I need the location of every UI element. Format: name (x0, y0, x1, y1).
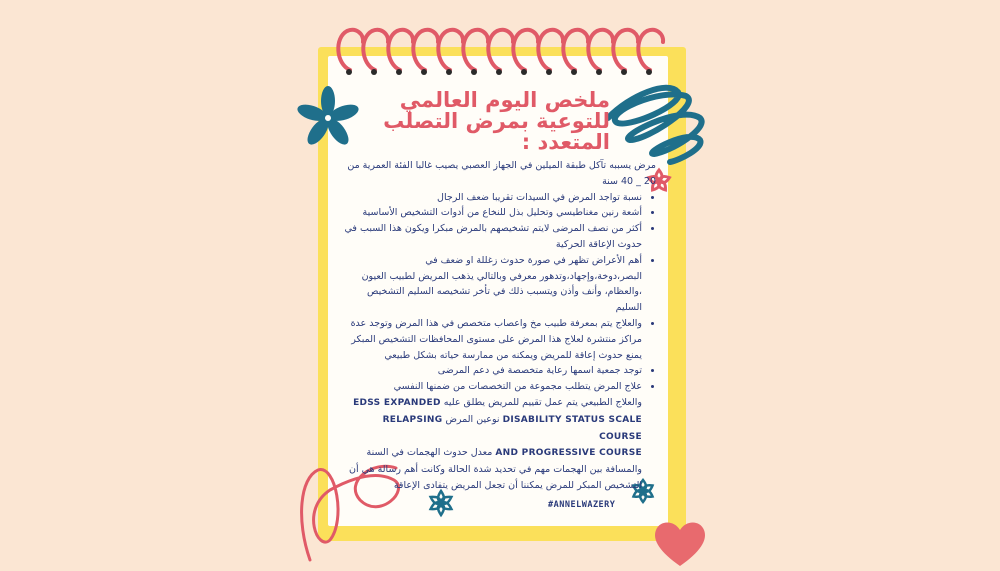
list-item: • والعلاج يتم بمعرفة طبيب مخ واعصاب متخصص في هذا المرض وتوجد عدة مراكز منتشرة لعلاج هذا المرض على مستوى المحافظات التشخيص المبكر يمنع حدوث إعاقة للمريض ويمكنه من ممارسة حياته بشكل طبيعي (338, 316, 642, 363)
list-item: • أهم الأعراض تظهر في صورة حدوث زغللة او ضعف في البصر،دوخة،وإجهاد،وتدهور معرفي وبالتالي يذهب المريض لطبيب العيون ،والعظام، وأنف وأذن ويتسبب ذلك في تأخر تشخيصه السليم التشخيص السليم (338, 253, 642, 316)
hashtag: #ANNELWAZERY (548, 500, 616, 510)
attack-rate-line: معدل حدوث الهجمات في السنة (366, 447, 493, 459)
treatment-line: علاج المرض يتطلب مجموعة من التخصصات من ضمنها النفسي (393, 381, 642, 393)
list-item (338, 379, 642, 494)
course-type-text: AND PROGRESSIVE COURSE (495, 448, 642, 459)
scale-name-text: DISABILITY STATUS SCALE (502, 414, 642, 425)
teal-scribble-icon (608, 88, 702, 162)
teal-flower-icon (295, 86, 360, 148)
course-type-text: RELAPSING COURSE (382, 414, 642, 442)
conclusion-line: والمسافة بين الهجمات مهم في تحديد شدة الحالة وكانت أهم رسالة هي أن التشخيص المبكر للمرض يمكننا أن تجعل المريض يتفادى الإعاقة (348, 464, 642, 491)
spiral-binding-icon (338, 30, 663, 75)
heart-icon (655, 523, 705, 567)
card-title: ملخص اليوم العالمي للتوعية بمرض التصلب المتعدد : (383, 88, 610, 154)
list-item: • نسبة تواجد المرض في السيدات تقريبا ضعف الرجال (338, 190, 642, 206)
intro-text: مرض يسببه تآكل طبقة الميلين في الجهاز العصبي يصيب غالبا الفئة العمرية من 20 _ 40 سنة (347, 160, 656, 187)
scale-name-text: EDSS EXPANDED (353, 397, 441, 408)
teal-flower-icon (429, 491, 453, 515)
list-item: • توجد جمعية اسمها رعاية متخصصة في دعم المرضى (338, 363, 642, 379)
types-line: نوعين المرض (445, 413, 500, 425)
assessment-line: والعلاج الطبيعي يتم عمل تقييم للمريض يطلق عليه (443, 396, 642, 408)
list-item: • أشعة رنين مغناطيسي وتحليل بذل للنخاع من أدوات التشخيص الأساسية (338, 205, 642, 221)
list-item: • أكثر من نصف المرضى لايتم تشخيصهم بالمرض مبكرا ويكون هذا السبب في حدوث الإعاقة الحركية (338, 221, 642, 253)
summary-content (338, 158, 656, 494)
bullet-list (338, 190, 656, 494)
